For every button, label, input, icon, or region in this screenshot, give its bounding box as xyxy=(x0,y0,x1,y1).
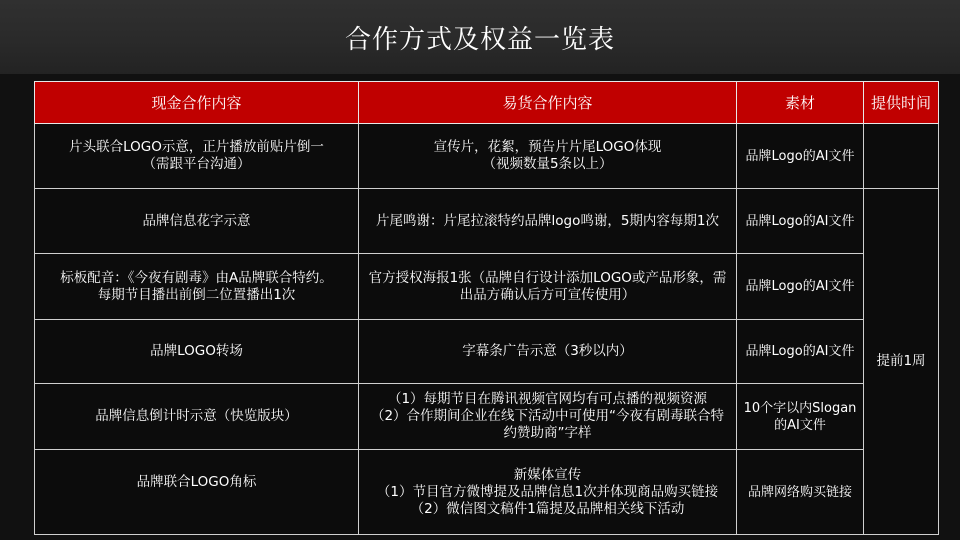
cell-line: （2）合作期间企业在线下活动中可使用“今夜有剧毒联合特 xyxy=(370,408,725,424)
table-row xyxy=(35,189,939,254)
cell-line: 每期节目播出前倒二位置播出1次 xyxy=(97,286,296,303)
cell-line: （视频数量5条以上） xyxy=(482,156,613,172)
material-cell xyxy=(737,450,864,535)
header-cash-cooperation: 现金合作内容 xyxy=(35,82,359,124)
cash-cell xyxy=(35,254,359,320)
cell-line: 品牌Logo的AI文件 xyxy=(745,279,855,294)
cell-line: 品牌信息花字示意 xyxy=(142,212,251,229)
cell-line: 的AI文件 xyxy=(774,417,826,433)
cell-line: 品牌联合LOGO角标 xyxy=(136,473,257,490)
cash-cell xyxy=(35,320,359,384)
cell-line: 品牌信息倒计时示意（快览版块） xyxy=(95,408,298,424)
cell-line: 10个字以内Slogan xyxy=(743,400,857,416)
barter-cell xyxy=(359,124,737,189)
material-cell xyxy=(737,124,864,189)
cell-line: （需跟平台沟通） xyxy=(142,156,251,172)
cell-line: 品牌LOGO转场 xyxy=(150,343,243,359)
table-row xyxy=(35,320,939,384)
cell-line: 新媒体宣传 xyxy=(513,466,582,483)
cell-line: （1）每期节目在腾讯视频官网均有可点播的视频资源 xyxy=(387,391,708,407)
cell-line: 品牌Logo的AI文件 xyxy=(745,148,855,164)
header-material: 素材 xyxy=(737,82,864,124)
cell-line: （1）节目官方微博提及品牌信息1次并体现商品购买链接 xyxy=(376,483,719,500)
cash-cell xyxy=(35,384,359,450)
header-lead-time: 提供时间 xyxy=(864,82,939,124)
lead-time-value: 提前1周 xyxy=(876,353,926,369)
cell-line: 宣传片，花絮，预告片片尾LOGO体现 xyxy=(433,139,662,155)
cell-line: 标板配音：《今夜有剧毒》由A品牌联合特约。 xyxy=(60,269,333,286)
cash-cell xyxy=(35,189,359,254)
table-header-row xyxy=(35,82,939,124)
cell-line: 片尾鸣谢：片尾拉滚特约品牌logo鸣谢，5期内容每期1次 xyxy=(375,212,720,229)
cell-line: 品牌Logo的AI文件 xyxy=(745,213,855,229)
lead-time-cell-empty xyxy=(864,124,939,189)
barter-cell xyxy=(359,254,737,320)
barter-cell xyxy=(359,384,737,450)
header-barter-cooperation: 易货合作内容 xyxy=(359,82,737,124)
material-cell xyxy=(737,189,864,254)
lead-time-cell xyxy=(864,189,939,535)
material-cell xyxy=(737,384,864,450)
cooperation-table xyxy=(34,81,939,535)
cash-cell xyxy=(35,450,359,535)
cell-line: 品牌网络购买链接 xyxy=(747,484,852,500)
barter-cell xyxy=(359,320,737,384)
cell-line: （2）微信图文稿件1篇提及品牌相关线下活动 xyxy=(410,500,685,517)
material-cell xyxy=(737,320,864,384)
cell-line: 片头联合LOGO示意，正片播放前贴片倒一 xyxy=(69,139,324,155)
table-row xyxy=(35,450,939,535)
material-cell xyxy=(737,254,864,320)
barter-cell xyxy=(359,450,737,535)
table-row xyxy=(35,254,939,320)
barter-cell xyxy=(359,189,737,254)
table-row xyxy=(35,124,939,189)
cell-line: 品牌Logo的AI文件 xyxy=(745,344,855,359)
table-row xyxy=(35,384,939,450)
cash-cell xyxy=(35,124,359,189)
page-title: 合作方式及权益一览表 xyxy=(344,25,615,55)
cell-line: 字幕条广告示意（3秒以内） xyxy=(462,343,633,359)
cell-line: 官方授权海报1张（品牌自行设计添加LOGO或产品形象，需 xyxy=(368,269,727,286)
cell-line: 约赞助商”字样 xyxy=(503,425,592,441)
title-bar xyxy=(0,0,960,74)
cell-line: 出品方确认后方可宣传使用） xyxy=(459,286,636,303)
